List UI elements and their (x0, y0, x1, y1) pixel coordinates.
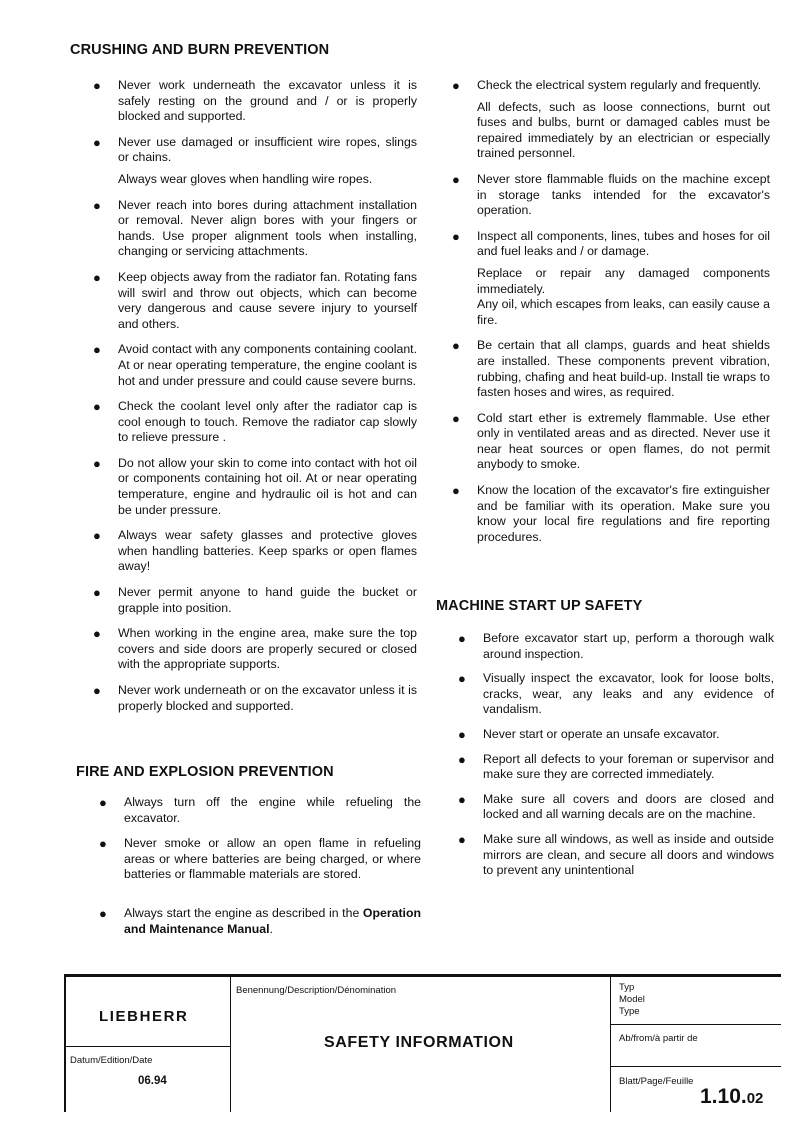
liebherr-logo: LIEBHERR (99, 1008, 189, 1025)
bullet-icon: ● (93, 342, 101, 358)
list-item (93, 585, 417, 616)
list-item-text: Check the electrical system regularly and frequently. (477, 78, 762, 92)
list-item (93, 78, 417, 125)
list-item-text: Never reach into bores during attachment installation or removal. Never align bores with your fingers or hands. Use proper alignment tools when installing, changing or servicing attachments. (118, 197, 417, 259)
title-block-divider (66, 1046, 230, 1047)
list-item (93, 135, 417, 188)
list-item-text: When working in the engine area, make sure the top covers and side doors are properly secured or closed with the appropriate supports. (118, 626, 417, 672)
bullet-icon: ● (452, 171, 460, 187)
fire-last-list (99, 906, 421, 937)
list-item-text: Know the location of the excavator's fire extinguisher and be familiar with its operation. Make sure you know your local fire regulations and fire reporting procedures. (477, 483, 770, 544)
list-item (452, 411, 770, 473)
list-item-text: Before excavator start up, perform a thorough walk around inspection. (483, 631, 774, 661)
list-item-text: Visually inspect the excavator, look for loose bolts, cracks, wear, any leaks and any evidence of vandalism. (483, 671, 774, 717)
bullet-icon: ● (452, 228, 460, 244)
bullet-icon: ● (93, 134, 101, 150)
type-label: Typ (619, 982, 635, 993)
list-item-text: Make sure all windows, as well as inside and outside mirrors are clean, and secure all doors and windows to prevent any unintentional (483, 831, 774, 878)
bullet-icon: ● (458, 631, 466, 646)
bullet-icon: ● (458, 671, 466, 687)
bullet-icon: ● (458, 726, 466, 742)
bullet-icon: ● (93, 585, 101, 601)
model-label: Model (619, 994, 645, 1005)
heading-machine-startup: MACHINE START UP SAFETY (436, 598, 643, 614)
bullet-icon: ● (452, 338, 460, 354)
bullet-icon: ● (452, 410, 460, 426)
list-item (452, 229, 770, 329)
page-number: 1.10.02 (700, 1085, 764, 1108)
designation-label: Benennung/Description/Dénomination (236, 985, 397, 996)
list-item-text: Avoid contact with any components containing coolant. At or near operating temperature, the engine coolant is hot and under pressure and could cause severe burns. (118, 342, 417, 388)
list-item-text: Check the coolant level only after the radiator cap is cool enough to touch. Remove the radiator cap slowly to relieve pressure . (118, 399, 417, 445)
startup-bullet-list (458, 631, 774, 879)
bullet-icon: ● (458, 791, 466, 807)
list-item-text: Report all defects to your foreman or supervisor and make sure they are corrected immediately. (483, 751, 774, 782)
bullet-icon: ● (93, 399, 101, 415)
list-item-text: Never use damaged or insufficient wire ropes, slings or chains. (118, 134, 417, 165)
list-item (99, 795, 421, 826)
title-block-divider (611, 1024, 781, 1025)
bullet-icon: ● (93, 683, 101, 698)
list-item-text: Always wear safety glasses and protective gloves when handling batteries. Keep sparks or open flames away! (118, 528, 417, 574)
date-label: Datum/Edition/Date (70, 1055, 153, 1066)
document-title: SAFETY INFORMATION (324, 1034, 514, 1051)
fire-continued-bullet-list (452, 78, 770, 545)
list-item-text: Never permit anyone to hand guide the bucket or grapple into position. (118, 585, 417, 615)
bullet-icon: ● (93, 626, 101, 642)
list-item (93, 626, 417, 673)
list-item-text: Never start or operate an unsafe excavator. (483, 726, 720, 741)
from-label: Ab/from/à partir de (619, 1033, 698, 1044)
list-item-text: Never smoke or allow an open flame in refueling areas or where batteries are being charged, or where batteries or flammable materials are stored. (124, 836, 421, 882)
list-item: ● Always start the engine as described in the Operation and Maintenance Manual. (99, 906, 421, 936)
bullet-icon: ● (452, 483, 460, 499)
list-item (458, 792, 774, 823)
bullet-icon: ● (93, 269, 101, 285)
list-item (458, 727, 774, 743)
title-block-divider (230, 976, 231, 1112)
list-item-text: Never work underneath or on the excavator unless it is properly blocked and supported. (118, 683, 417, 713)
list-item (93, 528, 417, 575)
heading-crushing-burn: CRUSHING AND BURN PREVENTION (70, 42, 330, 58)
list-item-text: All defects, such as loose connections, burnt out fuses and bulbs, burnt or damaged cables must be repaired immediately by an electrician or especially trained personnel. (477, 99, 770, 161)
bullet-icon: ● (99, 906, 107, 921)
title-block-divider (611, 1066, 781, 1067)
list-item (99, 836, 421, 883)
list-item (93, 270, 417, 332)
list-item (93, 342, 417, 389)
manual-reference: Operation and Maintenance Manual (124, 906, 421, 936)
list-item (93, 399, 417, 446)
list-item (452, 338, 770, 400)
bullet-icon: ● (458, 751, 466, 767)
list-item (93, 198, 417, 260)
list-item-text: Always turn off the engine while refueling the excavator. (124, 795, 421, 825)
list-item (452, 483, 770, 545)
crushing-bullet-list (93, 78, 417, 714)
title-block-left-rule (64, 974, 66, 1112)
list-item (458, 631, 774, 662)
title-block-top-rule (64, 974, 781, 977)
bullet-icon: ● (93, 455, 101, 471)
list-item-text: Be certain that all clamps, guards and heat shields are installed. These components prevent vibration, rubbing, chafing and heat build-up. Install tie wraps to fasten hoses and wires, as required. (477, 338, 770, 400)
list-item-text: Keep objects away from the radiator fan. Rotating fans will swirl and throw out objects, which can become very dangerous and cause severe injury to yourself and others. (118, 269, 417, 331)
heading-fire-explosion: FIRE AND EXPLOSION PREVENTION (76, 764, 334, 780)
title-block-divider (610, 976, 611, 1112)
list-item (458, 752, 774, 783)
bullet-icon: ● (99, 836, 107, 852)
date-value: 06.94 (138, 1075, 167, 1087)
list-item-text: Cold start ether is extremely flammable. Use ether only in ventilated areas and as directed. Never use it near heat sources or open flames, do not permit anybody to smoke. (477, 410, 770, 472)
list-item (458, 671, 774, 718)
list-item-text: Inspect all components, lines, tubes and hoses for oil and fuel leaks and / or damage. (477, 228, 770, 259)
list-item (452, 78, 770, 162)
list-item-text: Make sure all covers and doors are closed and locked and all warning decals are on the machine. (483, 791, 774, 822)
bullet-icon: ● (452, 78, 460, 93)
list-item-text: Replace or repair any damaged components immediately. Any oil, which escapes from leaks, can easily cause a fire. (477, 265, 770, 327)
list-item-text: Do not allow your skin to come into contact with hot oil or components containing hot oil. At or near operating temperature, engine and hydraulic oil is hot and can be under pressure. (118, 455, 417, 517)
bullet-icon: ● (99, 795, 107, 810)
page-label: Blatt/Page/Feuille (619, 1076, 694, 1087)
list-item (93, 683, 417, 714)
fire-bullet-list (99, 795, 421, 883)
list-item-text: Never store flammable fluids on the machine except in storage tanks intended for the excavator's operation. (477, 171, 770, 218)
bullet-icon: ● (93, 528, 101, 544)
bullet-icon: ● (93, 78, 101, 93)
list-item (452, 172, 770, 219)
list-item-text: Always wear gloves when handling wire ropes. (118, 171, 373, 186)
list-item (458, 832, 774, 879)
list-item-text: Never work underneath the excavator unless it is safely resting on the ground and / or is properly blocked and supported. (118, 78, 417, 124)
list-item (93, 456, 417, 518)
bullet-icon: ● (458, 831, 466, 847)
type-label-fr: Type (619, 1006, 640, 1017)
bullet-icon: ● (93, 197, 101, 213)
